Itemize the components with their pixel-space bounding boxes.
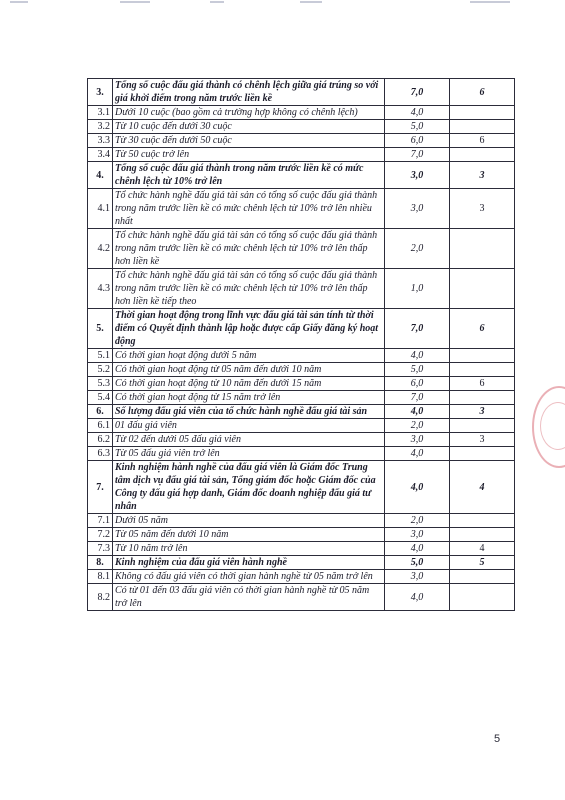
item-number-cell: 5.1 [88, 349, 113, 363]
max-score-cell: 3,0 [385, 189, 450, 229]
sub-criterion-row [88, 349, 515, 363]
sub-criterion-row [88, 584, 515, 611]
item-number-cell: 8.1 [88, 570, 113, 584]
sub-criterion-row [88, 514, 515, 528]
max-score-cell: 3,0 [385, 162, 450, 189]
awarded-score-cell: 6 [450, 309, 515, 349]
sub-criterion-row [88, 189, 515, 229]
criterion-description-cell: Tổ chức hành nghề đấu giá tài sản có tổng số cuộc đấu giá thành trong năm trước liền kề có mức chênh lệch từ 10% trở lên thấp hơn liền kề [113, 229, 385, 269]
criterion-description-cell: Có từ 01 đến 03 đấu giá viên có thời gian hành nghề từ 05 năm trở lên [113, 584, 385, 611]
max-score-cell: 4,0 [385, 584, 450, 611]
criterion-description-cell: Dưới 05 năm [113, 514, 385, 528]
item-number-cell: 5.3 [88, 377, 113, 391]
sub-criterion-row [88, 570, 515, 584]
item-number-cell: 5. [88, 309, 113, 349]
criterion-description-cell: Số lượng đấu giá viên của tổ chức hành nghề đấu giá tài sản [113, 405, 385, 419]
item-number-cell: 4. [88, 162, 113, 189]
criterion-description-cell: 01 đấu giá viên [113, 419, 385, 433]
awarded-score-cell: 3 [450, 405, 515, 419]
item-number-cell: 7.3 [88, 542, 113, 556]
item-number-cell: 4.1 [88, 189, 113, 229]
item-number-cell: 3.1 [88, 106, 113, 120]
criterion-description-cell: Tổ chức hành nghề đấu giá tài sản có tổng số cuộc đấu giá thành trong năm trước liền kề có mức chênh lệch từ 10% trở lên thấp hơn liền kề tiếp theo [113, 269, 385, 309]
criterion-row [88, 309, 515, 349]
criterion-row [88, 556, 515, 570]
criterion-description-cell: Kinh nghiệm của đấu giá viên hành nghề [113, 556, 385, 570]
criterion-description-cell: Từ 50 cuộc trở lên [113, 148, 385, 162]
awarded-score-cell [450, 106, 515, 120]
item-number-cell: 7. [88, 461, 113, 514]
awarded-score-cell [450, 120, 515, 134]
item-number-cell: 5.2 [88, 363, 113, 377]
criterion-description-cell: Tổng số cuộc đấu giá thành trong năm trước liền kề có mức chênh lệch từ 10% trở lên [113, 162, 385, 189]
max-score-cell: 6,0 [385, 134, 450, 148]
criterion-description-cell: Từ 02 đến dưới 05 đấu giá viên [113, 433, 385, 447]
max-score-cell: 6,0 [385, 377, 450, 391]
criterion-description-cell: Từ 30 cuộc đến dưới 50 cuộc [113, 134, 385, 148]
criterion-description-cell: Từ 05 đấu giá viên trở lên [113, 447, 385, 461]
sub-criterion-row [88, 269, 515, 309]
sub-criterion-row [88, 391, 515, 405]
max-score-cell: 7,0 [385, 309, 450, 349]
criterion-description-cell: Có thời gian hoạt động từ 10 năm đến dưới 15 năm [113, 377, 385, 391]
max-score-cell: 1,0 [385, 269, 450, 309]
awarded-score-cell [450, 570, 515, 584]
awarded-score-cell [450, 514, 515, 528]
scan-edge-marks [0, 0, 565, 8]
awarded-score-cell: 3 [450, 189, 515, 229]
item-number-cell: 7.1 [88, 514, 113, 528]
awarded-score-cell [450, 349, 515, 363]
page-number: 5 [494, 733, 501, 745]
criterion-row [88, 405, 515, 419]
max-score-cell: 4,0 [385, 106, 450, 120]
sub-criterion-row [88, 363, 515, 377]
awarded-score-cell: 6 [450, 377, 515, 391]
max-score-cell: 2,0 [385, 229, 450, 269]
criterion-description-cell: Tổng số cuộc đấu giá thành có chênh lệch giữa giá trúng so với giá khởi điểm trong năm trước liền kề [113, 79, 385, 106]
criterion-description-cell: Có thời gian hoạt động dưới 5 năm [113, 349, 385, 363]
item-number-cell: 7.2 [88, 528, 113, 542]
max-score-cell: 4,0 [385, 447, 450, 461]
awarded-score-cell: 6 [450, 79, 515, 106]
sub-criterion-row [88, 229, 515, 269]
awarded-score-cell: 5 [450, 556, 515, 570]
criterion-description-cell: Có thời gian hoạt động từ 15 năm trở lên [113, 391, 385, 405]
sub-criterion-row [88, 433, 515, 447]
criterion-description-cell: Kinh nghiệm hành nghề của đấu giá viên là Giám đốc Trung tâm dịch vụ đấu giá tài sản, Tổng giám đốc hoặc Giám đốc của Công ty đấu giá hợp danh, Giám đốc doanh nghiệp đấu giá tư nhân [113, 461, 385, 514]
item-number-cell: 3. [88, 79, 113, 106]
awarded-score-cell [450, 229, 515, 269]
awarded-score-cell [450, 447, 515, 461]
item-number-cell: 3.2 [88, 120, 113, 134]
awarded-score-cell: 4 [450, 542, 515, 556]
criterion-description-cell: Tổ chức hành nghề đấu giá tài sản có tổng số cuộc đấu giá thành trong năm trước liền kề có mức chênh lệch từ 10% trở lên nhiều nhất [113, 189, 385, 229]
awarded-score-cell [450, 269, 515, 309]
sub-criterion-row [88, 106, 515, 120]
sub-criterion-row [88, 120, 515, 134]
criterion-description-cell: Có thời gian hoạt động từ 05 năm đến dưới 10 năm [113, 363, 385, 377]
awarded-score-cell: 3 [450, 433, 515, 447]
criterion-description-cell: Từ 05 năm đến dưới 10 năm [113, 528, 385, 542]
item-number-cell: 3.3 [88, 134, 113, 148]
max-score-cell: 5,0 [385, 120, 450, 134]
awarded-score-cell: 4 [450, 461, 515, 514]
item-number-cell: 8. [88, 556, 113, 570]
awarded-score-cell: 6 [450, 134, 515, 148]
criterion-description-cell: Từ 10 năm trở lên [113, 542, 385, 556]
max-score-cell: 7,0 [385, 79, 450, 106]
awarded-score-cell [450, 148, 515, 162]
max-score-cell: 3,0 [385, 433, 450, 447]
criterion-description-cell: Thời gian hoạt động trong lĩnh vực đấu giá tài sản tính từ thời điểm có Quyết định thành lập hoặc được cấp Giấy đăng ký hoạt động [113, 309, 385, 349]
awarded-score-cell: 3 [450, 162, 515, 189]
awarded-score-cell [450, 391, 515, 405]
item-number-cell: 6. [88, 405, 113, 419]
max-score-cell: 4,0 [385, 405, 450, 419]
sub-criterion-row [88, 542, 515, 556]
max-score-cell: 2,0 [385, 419, 450, 433]
sub-criterion-row [88, 419, 515, 433]
sub-criterion-row [88, 148, 515, 162]
max-score-cell: 4,0 [385, 461, 450, 514]
max-score-cell: 2,0 [385, 514, 450, 528]
sub-criterion-row [88, 377, 515, 391]
max-score-cell: 5,0 [385, 363, 450, 377]
sub-criterion-row [88, 134, 515, 148]
max-score-cell: 7,0 [385, 148, 450, 162]
criterion-row [88, 162, 515, 189]
item-number-cell: 6.3 [88, 447, 113, 461]
item-number-cell: 4.3 [88, 269, 113, 309]
max-score-cell: 3,0 [385, 570, 450, 584]
max-score-cell: 5,0 [385, 556, 450, 570]
max-score-cell: 7,0 [385, 391, 450, 405]
item-number-cell: 6.2 [88, 433, 113, 447]
criterion-description-cell: Không có đấu giá viên có thời gian hành nghề từ 05 năm trở lên [113, 570, 385, 584]
max-score-cell: 4,0 [385, 349, 450, 363]
item-number-cell: 4.2 [88, 229, 113, 269]
awarded-score-cell [450, 584, 515, 611]
sub-criterion-row [88, 447, 515, 461]
item-number-cell: 6.1 [88, 419, 113, 433]
criterion-description-cell: Từ 10 cuộc đến dưới 30 cuộc [113, 120, 385, 134]
awarded-score-cell [450, 419, 515, 433]
max-score-cell: 4,0 [385, 542, 450, 556]
scoring-table [87, 78, 515, 611]
awarded-score-cell [450, 528, 515, 542]
sub-criterion-row [88, 528, 515, 542]
criterion-description-cell: Dưới 10 cuộc (bao gồm cả trường hợp không có chênh lệch) [113, 106, 385, 120]
item-number-cell: 5.4 [88, 391, 113, 405]
criterion-row [88, 461, 515, 514]
max-score-cell: 3,0 [385, 528, 450, 542]
item-number-cell: 3.4 [88, 148, 113, 162]
awarded-score-cell [450, 363, 515, 377]
item-number-cell: 8.2 [88, 584, 113, 611]
criterion-row [88, 79, 515, 106]
